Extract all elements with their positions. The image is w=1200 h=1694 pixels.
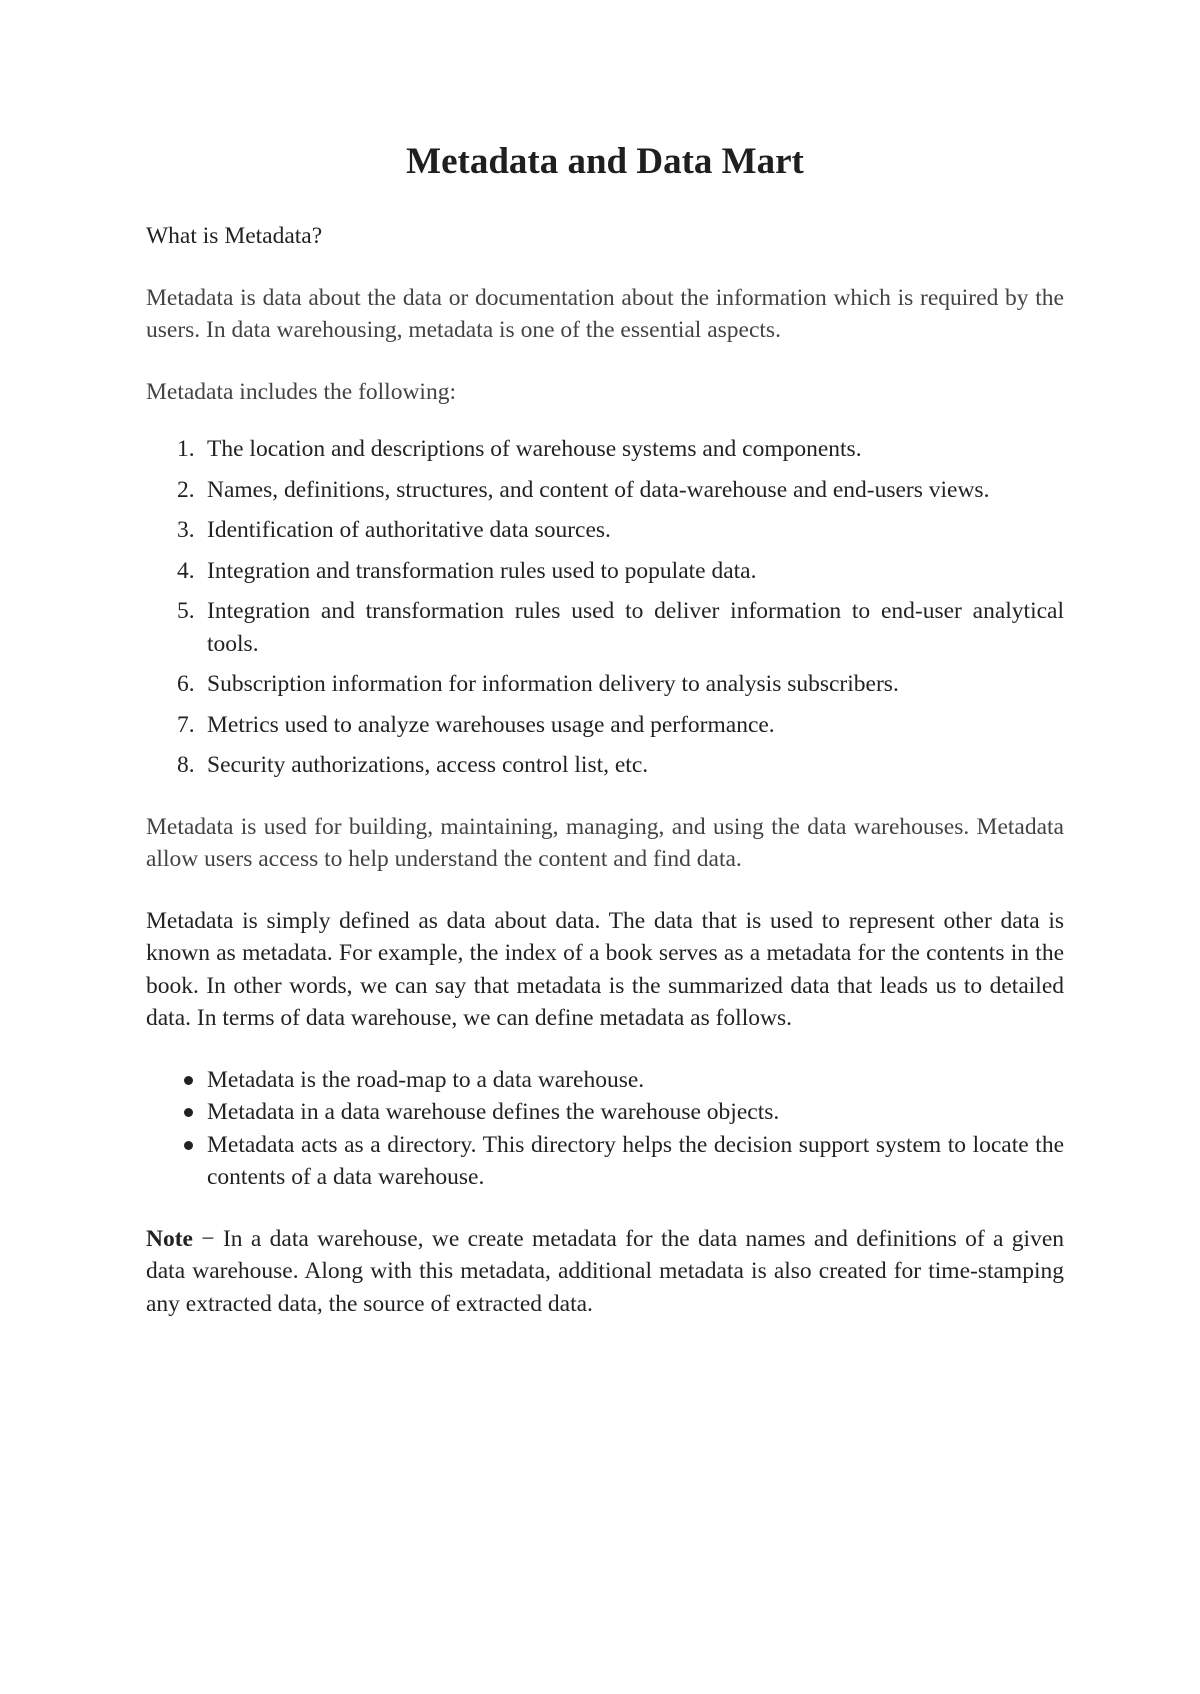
list-item-text: Identification of authoritative data sources.	[207, 517, 611, 543]
list-item	[146, 555, 1064, 588]
list-number: 1.	[177, 436, 195, 462]
list-number: 2.	[177, 476, 195, 503]
includes-lead: Metadata includes the following:	[146, 378, 456, 405]
list-item-text: Security authorizations, access control list, etc.	[207, 752, 649, 778]
list-number: 4.	[177, 557, 195, 584]
list-item-text: Metrics used to analyze warehouses usage and performance.	[207, 711, 775, 738]
bullet-item	[146, 1064, 1064, 1097]
includes-list	[146, 433, 1064, 782]
list-item	[146, 474, 1064, 507]
usage-paragraph: Metadata is used for building, maintaining, managing, and using the data warehouses. Metadata allow users access to help understand the content and find data.	[146, 813, 1064, 872]
list-item	[146, 433, 1064, 466]
bullet-dot-icon	[146, 1064, 207, 1097]
list-number: 7.	[177, 711, 195, 738]
document-page	[146, 140, 1064, 1349]
bullet-item	[146, 1096, 1064, 1129]
bullet-item	[146, 1129, 1064, 1194]
note-text: − In a data warehouse, we create metadata for the data names and definitions of a given data warehouse. Along with this metadata, additional metadata is also created for time-stamping any extracted data, the source of extracted data.	[146, 1225, 1064, 1317]
list-item-text: Integration and transformation rules used to deliver information to end-user analytical tools.	[207, 598, 1064, 657]
list-item-text: The location and descriptions of warehouse systems and components.	[207, 436, 862, 462]
note-paragraph	[146, 1223, 1064, 1321]
bullet-dot-icon	[146, 1129, 207, 1194]
list-item	[146, 514, 1064, 547]
bullet-item-text: Metadata acts as a directory. This directory helps the decision support system to locate the contents of a data warehouse.	[207, 1131, 1064, 1190]
bullet-dot-icon	[146, 1096, 207, 1129]
list-number: 5.	[177, 598, 195, 624]
list-item-text: Subscription information for information delivery to analysis subscribers.	[207, 671, 899, 697]
list-number: 3.	[177, 517, 195, 543]
list-number: 8.	[177, 752, 195, 778]
list-item	[146, 668, 1064, 701]
list-item-text: Names, definitions, structures, and content of data-warehouse and end-users views.	[207, 476, 990, 503]
bullet-item-text: Metadata is the road-map to a data warehouse.	[207, 1066, 645, 1093]
page-title: Metadata and Data Mart	[406, 141, 804, 182]
list-item	[146, 749, 1064, 782]
list-number: 6.	[177, 671, 195, 697]
list-item	[146, 709, 1064, 742]
intro-paragraph: Metadata is data about the data or documentation about the information which is required by the users. In data warehousing, metadata is one of the essential aspects.	[146, 284, 1064, 343]
bullet-item-text: Metadata in a data warehouse defines the warehouse objects.	[207, 1099, 780, 1125]
definition-paragraph: Metadata is simply defined as data about data. The data that is used to represent other data is known as metadata. For example, the index of a book serves as a metadata for the contents in the book. In other words, we can say that metadata is the summarized data that leads us to detailed data. In terms of data warehouse, we can define metadata as follows.	[146, 907, 1064, 1031]
list-item-text: Integration and transformation rules used to populate data.	[207, 557, 757, 584]
note-label: Note	[146, 1225, 193, 1252]
section-question: What is Metadata?	[146, 223, 323, 249]
list-item	[146, 595, 1064, 660]
definition-bullet-list	[146, 1064, 1064, 1194]
